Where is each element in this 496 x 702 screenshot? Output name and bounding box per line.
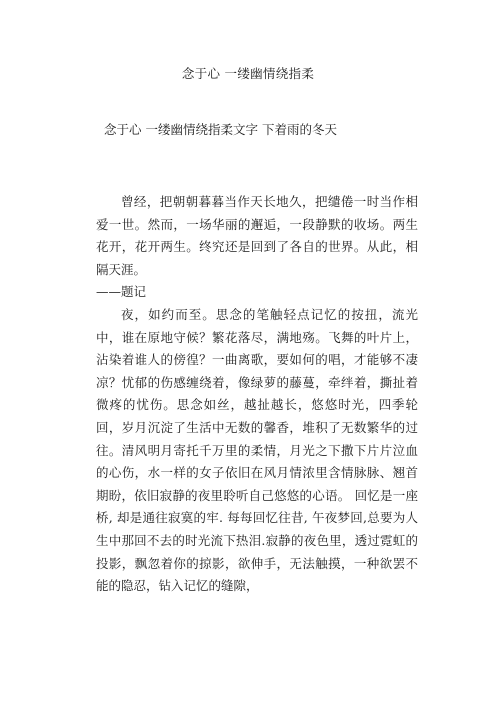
document-subtitle: 念于心 一缕幽情绕指柔文字 下着雨的冬天 [104, 122, 337, 137]
epigraph-signature: ——题记 [96, 284, 147, 300]
document-title: 念于心 一缕幽情绕指柔 [181, 66, 315, 81]
document-body [96, 191, 418, 598]
intro-paragraph: 曾经，把朝朝暮暮当作天长地久，把缱倦一时当作相爱一世。然而，一场华丽的邂逅，一段静默的收场。两生花开，花开两生。终究还是回到了各自的世界。从此，相隔天涯。 [96, 194, 418, 277]
body-paragraph: 夜，如约而至。思念的笔触轻点记忆的按扭，流光中，谁在原地守候？繁花落尽，满地殇。飞舞的叶片上，沾染着谁人的傍徨？一曲离歌，要如何的唱，才能够不凄凉？忧郁的伤感缠绕着，像绿萝的藤蔓，牵绊着，撕扯着微疼的忧伤。思念如丝，越扯越长，悠悠时光，四季轮回，岁月沉淀了生活中无数的馨香，堆积了无数繁华的过往。清风明月寄托千万里的柔情，月光之下撒下片片泣血的心伤，水一样的女子依旧在风月情浓里含情脉脉、翘首期盼，依旧寂静的夜里聆听自己悠悠的心语。 回忆是一座桥, 却是通往寂寞的牢. 每每回忆往昔, 午夜梦回,总要为人生中那回不去的时光流下热泪.寂静的夜色里，透过霓虹的投影，飘忽着你的掠影，欲伸手，无法触摸，一种欲罢不能的隐忍，钻入记忆的缝隙， [96, 306, 418, 594]
